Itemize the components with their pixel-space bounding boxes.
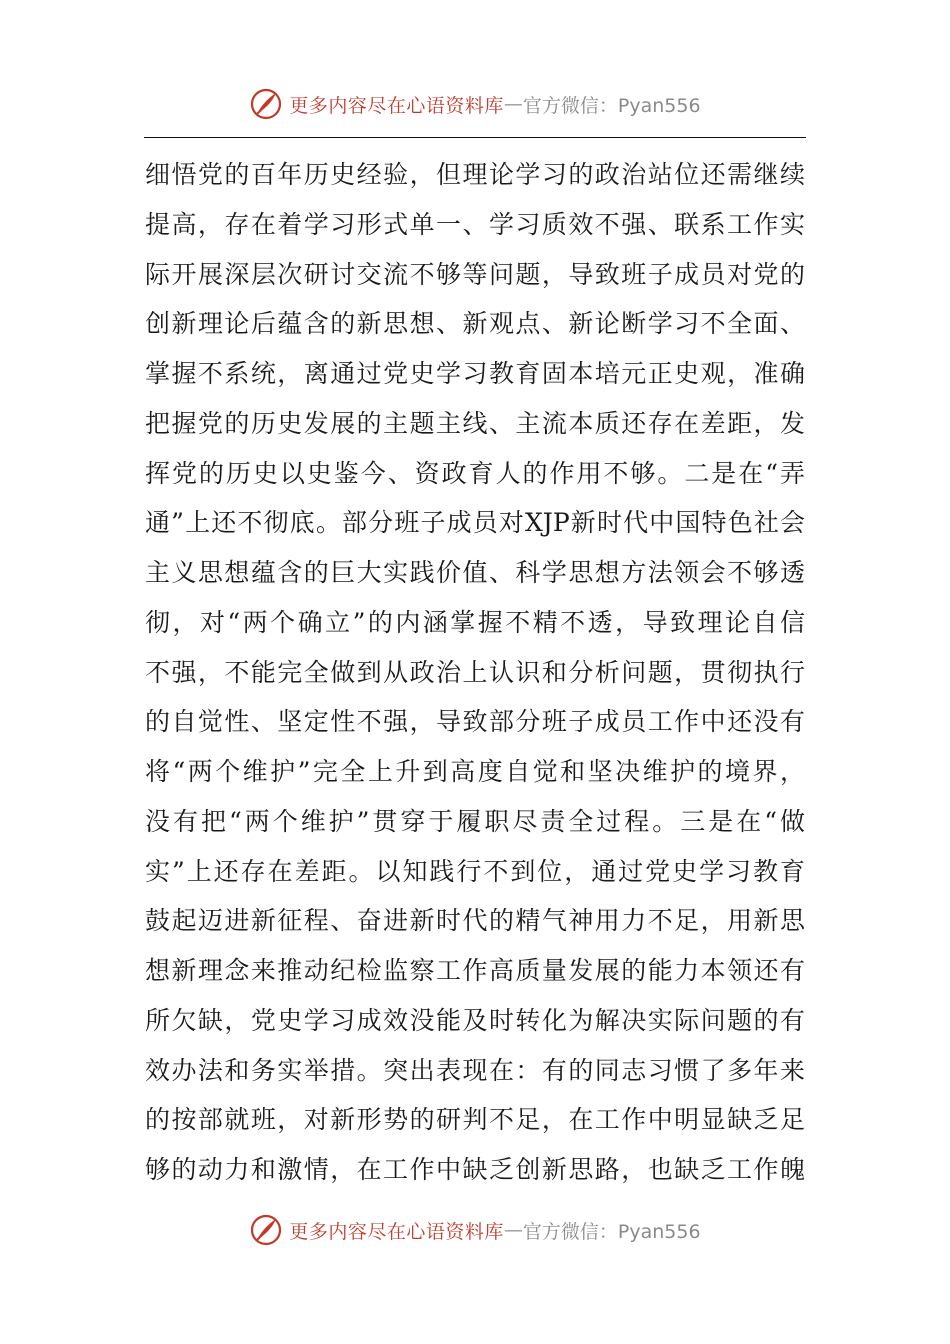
text-line: 通”上还不彻底。部分班子成员对XJP新时代中国特色社会 <box>145 508 805 538</box>
text-line: 创新理论后蕴含的新思想、新观点、新论断学习不全面、 <box>145 309 805 339</box>
quill-emblem-icon <box>249 1213 283 1247</box>
text-line: 挥党的历史以史鉴今、资政育人的作用不够。二是在“弄 <box>145 458 805 488</box>
watermark-separator: — <box>503 1219 523 1241</box>
watermark-brand-text: 更多内容尽在心语资料库 <box>289 1220 504 1243</box>
footer-watermark <box>0 1210 950 1250</box>
watermark-contact-text: 官方微信：Pyan556 <box>522 1220 701 1243</box>
text-line: 际开展深层次研讨交流不够等问题，导致班子成员对党的 <box>145 259 805 289</box>
text-line: 掌握不系统，离通过党史学习教育固本培元正史观，准确 <box>145 359 805 388</box>
text-line: 没有把“两个维护”贯穿于履职尽责全过程。三是在“做 <box>145 806 805 836</box>
text-line: 效办法和务实举措。突出表现在：有的同志习惯了多年来 <box>145 1055 805 1085</box>
text-line: 想新理念来推动纪检监察工作高质量发展的能力本领还有 <box>145 956 805 985</box>
text-line: 鼓起迈进新征程、奋进新时代的精气神用力不足，用新思 <box>145 906 805 936</box>
text-line: 不强，不能完全做到从政治上认识和分析问题，贯彻执行 <box>145 657 805 687</box>
text-line: 细悟党的百年历史经验，但理论学习的政治站位还需继续 <box>145 160 805 189</box>
watermark-separator: — <box>503 93 523 115</box>
text-line: 彻，对“两个确立”的内涵掌握不精不透，导致理论自信 <box>145 607 805 637</box>
text-line: 主义思想蕴含的巨大实践价值、科学思想方法领会不够透 <box>145 558 805 587</box>
text-line: 的自觉性、坚定性不强，导致部分班子成员工作中还没有 <box>145 707 805 737</box>
text-line: 够的动力和激情，在工作中缺乏创新思路，也缺乏工作魄 <box>145 1155 805 1184</box>
document-body <box>145 150 805 1195</box>
text-line: 将“两个维护”完全上升到高度自觉和坚决维护的境界， <box>145 757 805 786</box>
text-line: 实”上还存在差距。以知践行不到位，通过党史学习教育 <box>145 856 805 886</box>
quill-emblem-icon <box>249 87 283 121</box>
text-line: 提高，存在着学习形式单一、学习质效不强、联系工作实 <box>145 209 805 239</box>
watermark-contact-text: 官方微信：Pyan556 <box>522 94 701 117</box>
text-line: 所欠缺，党史学习成效没能及时转化为解决实际问题的有 <box>145 1005 805 1035</box>
header-watermark <box>0 84 950 124</box>
text-line: 把握党的历史发展的主题主线、主流本质还存在差距，发 <box>145 408 805 438</box>
watermark-brand-text: 更多内容尽在心语资料库 <box>289 94 504 117</box>
text-line: 的按部就班，对新形势的研判不足，在工作中明显缺乏足 <box>145 1105 805 1135</box>
header-divider <box>144 137 806 138</box>
